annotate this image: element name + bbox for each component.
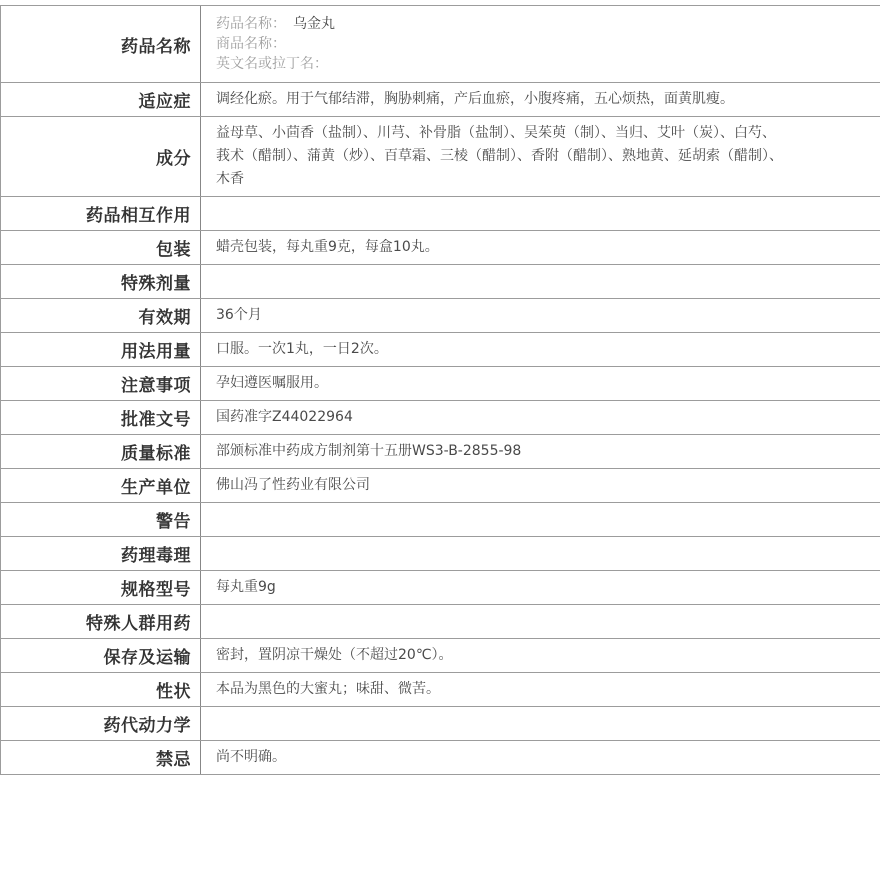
table-row (1, 435, 880, 469)
table-row (1, 639, 880, 673)
table-row (1, 367, 880, 401)
row-value-cell (201, 197, 880, 230)
row-label: 有效期 (1, 299, 201, 332)
row-value-cell (201, 83, 880, 116)
drug-name-line (216, 34, 788, 54)
row-label: 警告 (1, 503, 201, 536)
row-value-cell (201, 333, 880, 366)
drug-name-value: 乌金丸 (293, 16, 335, 32)
table-row (1, 673, 880, 707)
row-label: 药理毒理 (1, 537, 201, 570)
table-row (1, 605, 880, 639)
row-label: 批准文号 (1, 401, 201, 434)
row-value-cell (201, 265, 880, 298)
table-row (1, 571, 880, 605)
row-text: 口服。一次1丸，一日2次。 (216, 341, 388, 357)
table-row (1, 537, 880, 571)
table-row (1, 401, 880, 435)
row-value-cell (201, 605, 880, 638)
row-value-cell (201, 469, 880, 502)
row-text: 部颁标准中药成方制剂第十五册WS3-B-2855-98 (216, 443, 522, 459)
row-value-cell (201, 367, 880, 400)
table-row (1, 741, 880, 775)
row-label: 规格型号 (1, 571, 201, 604)
drug-info-table (0, 5, 880, 775)
table-row (1, 231, 880, 265)
field-caption: 英文名或拉丁名： (216, 56, 328, 72)
row-text: 尚不明确。 (216, 749, 286, 765)
row-label: 包装 (1, 231, 201, 264)
row-value-cell (201, 503, 880, 536)
row-value-cell (201, 639, 880, 672)
row-value-cell (201, 231, 880, 264)
table-row (1, 707, 880, 741)
table-row (1, 503, 880, 537)
row-label: 用法用量 (1, 333, 201, 366)
row-label: 特殊剂量 (1, 265, 201, 298)
row-label: 成分 (1, 117, 201, 196)
table-row (1, 299, 880, 333)
row-text: 密封，置阴凉干燥处（不超过20℃）。 (216, 647, 453, 663)
field-caption: 商品名称： (216, 36, 286, 52)
row-text: 36个月 (216, 307, 262, 323)
row-value-cell (201, 435, 880, 468)
row-value-cell (201, 401, 880, 434)
drug-name-line (216, 14, 788, 34)
row-label: 质量标准 (1, 435, 201, 468)
row-label: 保存及运输 (1, 639, 201, 672)
row-label: 生产单位 (1, 469, 201, 502)
row-text: 国药准字Z44022964 (216, 409, 353, 425)
row-text: 本品为黑色的大蜜丸；味甜、微苦。 (216, 681, 440, 697)
row-text: 蜡壳包装，每丸重9克，每盒10丸。 (216, 239, 439, 255)
row-value-cell (201, 117, 880, 196)
table-row (1, 6, 880, 83)
row-value-cell (201, 537, 880, 570)
row-text: 益母草、小茴香（盐制）、川芎、补骨脂（盐制）、吴茱萸（制）、当归、艾叶（炭）、白芍、莪术（醋制）、蒲黄（炒）、百草霜、三棱（醋制）、香附（醋制）、熟地黄、延胡索（醋制）、木香 (216, 125, 783, 187)
row-value-cell (201, 707, 880, 740)
row-label: 特殊人群用药 (1, 605, 201, 638)
row-value-cell (201, 299, 880, 332)
table-row (1, 197, 880, 231)
row-label: 禁忌 (1, 741, 201, 774)
row-label: 注意事项 (1, 367, 201, 400)
table-row (1, 117, 880, 197)
row-text: 调经化瘀。用于气郁结滞，胸胁刺痛，产后血瘀，小腹疼痛，五心烦热，面黄肌瘦。 (216, 91, 734, 107)
drug-name-line (216, 54, 788, 74)
field-caption: 药品名称： (216, 16, 286, 32)
row-label: 适应症 (1, 83, 201, 116)
row-value-cell (201, 571, 880, 604)
row-label: 性状 (1, 673, 201, 706)
table-row (1, 469, 880, 503)
row-label: 药品名称 (1, 6, 201, 82)
row-value-cell (201, 6, 880, 82)
row-label: 药品相互作用 (1, 197, 201, 230)
table-row (1, 265, 880, 299)
row-value-cell (201, 673, 880, 706)
row-label: 药代动力学 (1, 707, 201, 740)
table-row (1, 83, 880, 117)
row-text: 佛山冯了性药业有限公司 (216, 477, 370, 493)
row-value-cell (201, 741, 880, 774)
row-text: 每丸重9g (216, 579, 276, 595)
row-text: 孕妇遵医嘱服用。 (216, 375, 328, 391)
table-row (1, 333, 880, 367)
